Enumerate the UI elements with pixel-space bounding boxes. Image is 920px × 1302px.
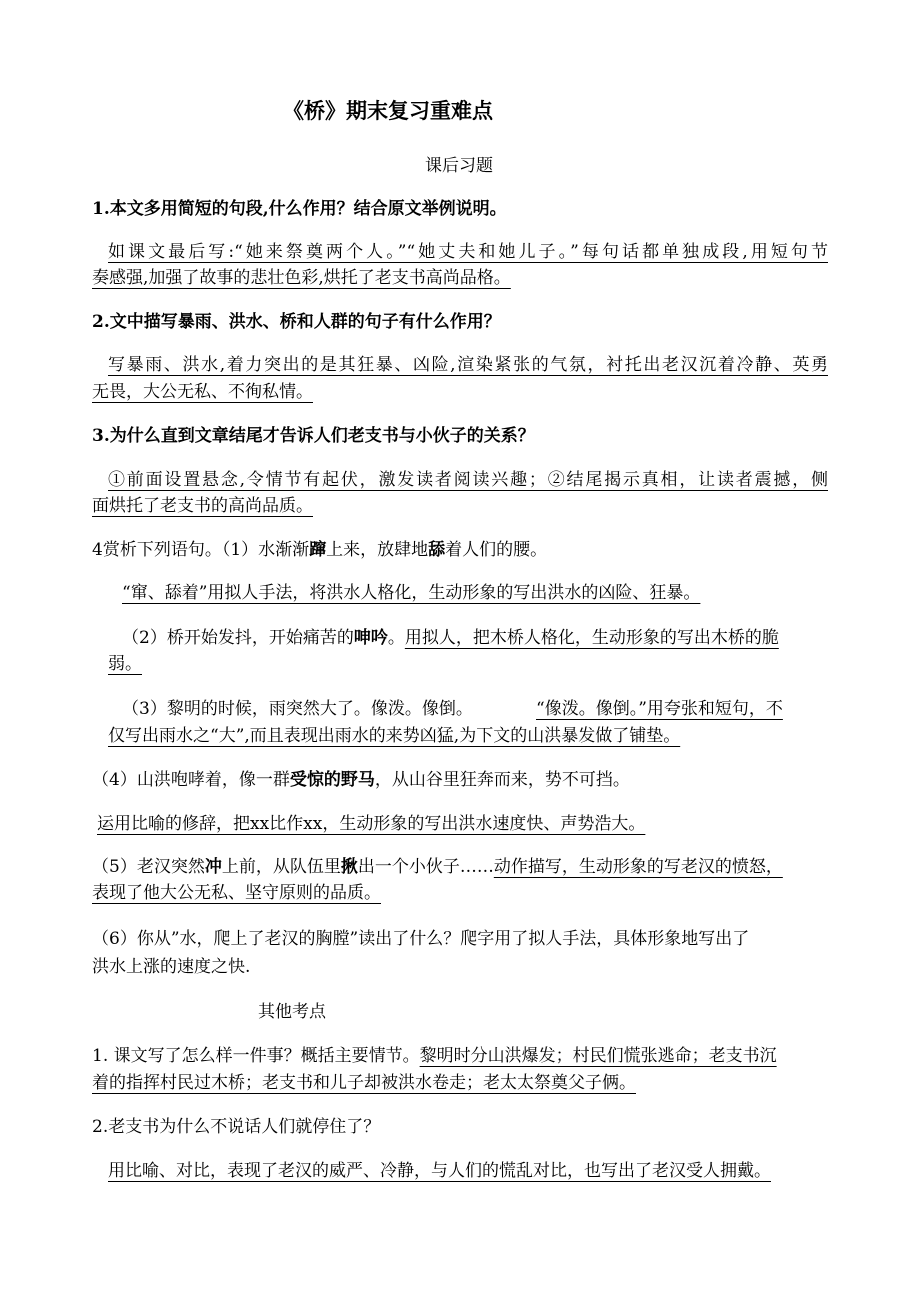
o1-answer-line2: 着的指挥村民过木桥；老支书和儿子却被洪水卷走；老太太祭奠父子俩。 xyxy=(92,1073,636,1093)
o2-question: 2.老支书为什么不说话人们就停住了？ xyxy=(92,1117,381,1137)
q3-answer-line2: 面烘托了老支书的高尚品质。 xyxy=(92,496,313,516)
section-heading-other: 其他考点 xyxy=(258,1002,326,1022)
q4-sentence-4: （4）山洪咆哮着，像一群受惊的野马，从山谷里狂奔而来，势不可挡。 xyxy=(92,770,630,790)
section-heading-exercises: 课后习题 xyxy=(425,156,493,176)
q2-answer-line1: 写暴雨、洪水,着力突出的是其狂暴、凶险,渲染紧张的气氛，衬托出老汉沉着冷静、英勇 xyxy=(108,355,828,375)
q4-answer-4: 运用比喻的修辞，把xx比作xx，生动形象的写出洪水速度快、声势浩大。 xyxy=(97,814,646,834)
q4-intro: 4赏析下列语句。（1）水渐渐蹿上来，放肆地舔着人们的腰。 xyxy=(92,540,548,560)
q4-answer-5-line2: 表现了他大公无私、坚守原则的品质。 xyxy=(92,883,381,903)
q4-sentence-2: （2）桥开始发抖，开始痛苦的呻吟。用拟人，把木桥人格化，生动形象的写出木桥的脆 xyxy=(122,628,779,648)
q4-answer-3-line2: 仅写出雨水之“大”,而且表现出雨水的来势凶猛,为下文的山洪暴发做了铺垫。 xyxy=(108,726,681,746)
o2-answer: 用比喻、对比，表现了老汉的威严、冷静，与人们的慌乱对比，也写出了老汉受人拥戴。 xyxy=(108,1161,771,1181)
q2-question: 2.文中描写暴雨、洪水、桥和人群的句子有什么作用？ xyxy=(92,312,501,332)
q4-answer-3-line1: “像泼。像倒。”用夸张和短句，不 xyxy=(536,699,783,719)
q1-answer-line1: 如课文最后写:“她来祭奠两个人。”“她丈夫和她儿子。”每句话都单独成段,用短句节 xyxy=(108,242,828,262)
q4-sentence-5: （5）老汉突然冲上前，从队伍里揪出一个小伙子……动作描写，生动形象的写老汉的愤怒， xyxy=(92,857,783,877)
q1-answer-line2: 奏感强,加强了故事的悲壮色彩,烘托了老支书高尚品格。 xyxy=(92,268,511,288)
q3-question: 3.为什么直到文章结尾才告诉人们老支书与小伙子的关系？ xyxy=(92,426,535,446)
q2-answer-line2: 无畏，大公无私、不徇私情。 xyxy=(92,382,313,402)
page-title: 《桥》期末复习重难点 xyxy=(283,99,493,123)
q4-sentence-6-line1: （6）你从”水，爬上了老汉的胸膛”读出了什么？爬字用了拟人手法，具体形象地写出了 xyxy=(92,929,750,949)
o1-line1: 1. 课文写了怎么样一件事？概括主要情节。黎明时分山洪爆发；村民们慌张逃命；老支书沉 xyxy=(92,1046,777,1066)
q4-sentence-6-line2: 洪水上涨的速度之快. xyxy=(92,957,251,977)
q3-answer-line1: ①前面设置悬念,令情节有起伏，激发读者阅读兴趣；②结尾揭示真相，让读者震撼，侧 xyxy=(108,470,828,490)
q4-answer-2-line2: 弱。 xyxy=(108,654,142,674)
q4-sentence-3: （3）黎明的时候，雨突然大了。像泼。像倒。 xyxy=(122,699,473,719)
q4-answer-1: “窜、舔着”用拟人手法，将洪水人格化，生动形象的写出洪水的凶险、狂暴。 xyxy=(122,583,701,603)
q1-question: 1.本文多用简短的句段,什么作用？结合原文举例说明。 xyxy=(92,199,507,219)
